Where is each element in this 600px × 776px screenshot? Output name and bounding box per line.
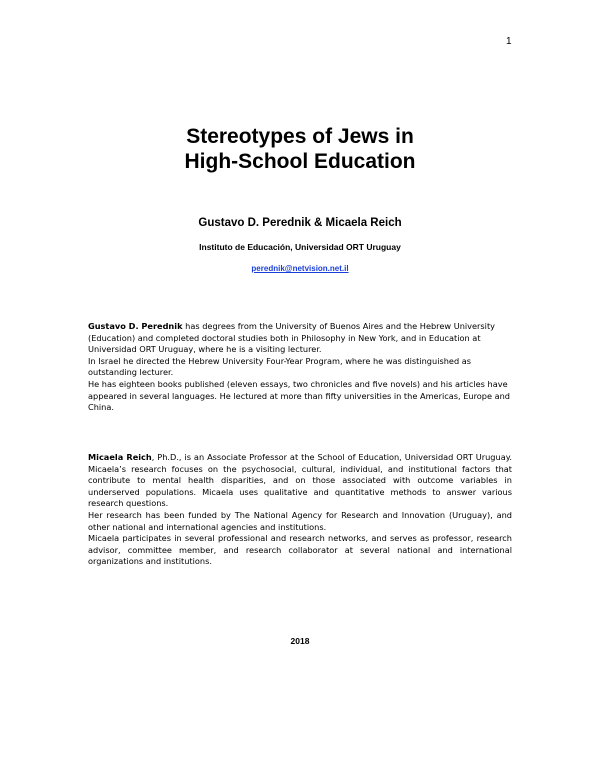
title-line-1: Stereotypes of Jews in xyxy=(186,125,414,148)
bio-reich-paragraph-3: Micaela participates in several professional and research networks, and serves as professor, research advisor, committee member, and research collaborator at several national and international organizations and institutions. xyxy=(88,533,512,567)
bio-perednik-text-1: has degrees from the University of Buenos Aires and the Hebrew University (Education) and completed doctoral studies both in Philosophy in New York, and in Education at Universidad ORT Uruguay, where he is a visiting lecturer. xyxy=(88,321,495,355)
bio-perednik-paragraph-3: He has eighteen books published (eleven essays, two chronicles and five novels) and his articles have appeared in several languages. He lectured at more than fifty universities in the Americas, Europe and China. xyxy=(88,378,511,413)
bio-perednik-paragraph-2: In Israel he directed the Hebrew University Four-Year Program, where he was distinguished as outstanding lecturer. xyxy=(88,355,472,378)
email-line xyxy=(0,264,600,273)
bio-perednik xyxy=(88,321,512,414)
publication-year: 2018 xyxy=(290,636,310,646)
email-link[interactable]: perednik@netvision.net.il xyxy=(251,264,349,273)
title-line-2: High-School Education xyxy=(184,150,416,173)
bio-reich-name: Micaela Reich xyxy=(88,452,152,462)
bio-reich-text-1: , Ph.D., is an Associate Professor at the School of Education, Universidad ORT Uruguay. Micaela’s research focuses on the psychosocial, cultural, individual, and institutional factors that contribute to mental health disparities, and on those associated with outcome variables in underserved populations. Micaela uses qualitative and quantitative methods to answer various research questions. xyxy=(88,452,512,509)
bio-perednik-name: Gustavo D. Perednik xyxy=(88,321,183,331)
bio-perednik-paragraph-1 xyxy=(88,321,512,356)
authors: Gustavo D. Perednik & Micaela Reich xyxy=(198,217,402,229)
page-number: 1 xyxy=(506,36,512,47)
bio-reich-paragraph-1 xyxy=(88,452,512,510)
institution: Instituto de Educación, Universidad ORT Uruguay xyxy=(199,242,401,252)
paper-title xyxy=(0,124,600,174)
bio-reich xyxy=(88,452,512,568)
bio-reich-paragraph-2: Her research has been funded by The National Agency for Research and Innovation (Uruguay), and other national and international agencies and institutions. xyxy=(88,509,512,532)
